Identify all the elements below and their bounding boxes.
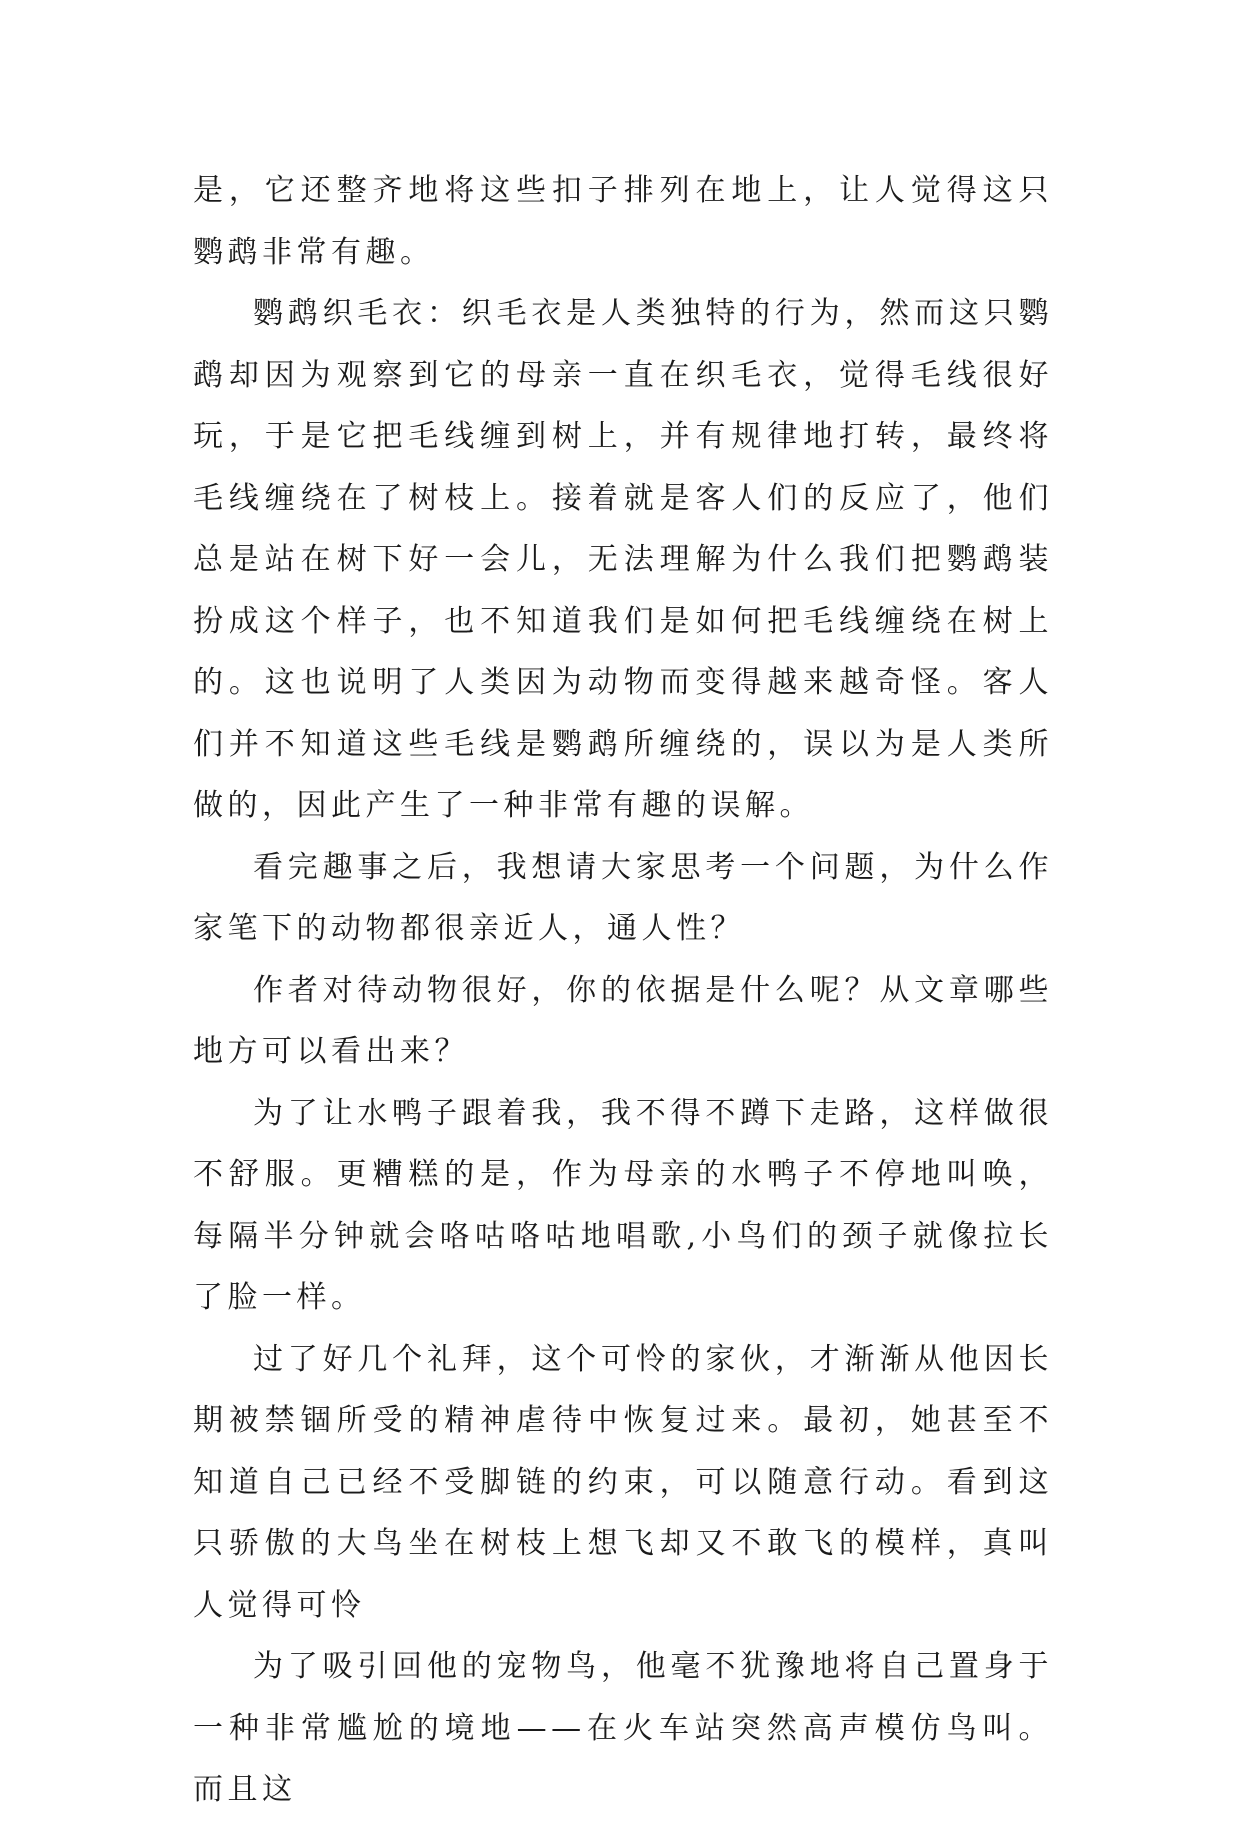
paragraph: 看完趣事之后，我想请大家思考一个问题，为什么作家笔下的动物都很亲近人，通人性？ [193,849,1053,946]
paragraph: 是，它还整齐地将这些扣子排列在地上，让人觉得这只鹦鹉非常有趣。 [193,173,1053,270]
paragraph: 过了好几个礼拜，这个可怜的家伙，才渐渐从他因长期被禁锢所受的精神虐待中恢复过来。最初，她甚至不知道自己已经不受脚链的约束，可以随意行动。看到这只骄傲的大鸟坐在树枝上想飞却又不敢飞的模样，真叫人觉得可怜 [193,1341,1053,1623]
paragraph: 鹦鹉织毛衣：织毛衣是人类独特的行为，然而这只鹦鹉却因为观察到它的母亲一直在织毛衣，觉得毛线很好玩，于是它把毛线缠到树上，并有规律地打转，最终将毛线缠绕在了树枝上。接着就是客人们的反应了，他们总是站在树下好一会儿，无法理解为什么我们把鹦鹉装扮成这个样子，也不知道我们是如何把毛线缠绕在树上的。这也说明了人类因为动物而变得越来越奇怪。客人们并不知道这些毛线是鹦鹉所缠绕的，误以为是人类所做的，因此产生了一种非常有趣的误解。 [193,296,1053,823]
paragraph: 为了吸引回他的宠物鸟，他毫不犹豫地将自己置身于一种非常尴尬的境地——在火车站突然高声模仿鸟叫。而且这 [193,1649,1053,1807]
paragraph: 为了让水鸭子跟着我，我不得不蹲下走路，这样做很不舒服。更糟糕的是，作为母亲的水鸭子不停地叫唤，每隔半分钟就会咯咕咯咕地唱歌,小鸟们的颈子就像拉长了脸一样。 [193,1095,1053,1315]
paragraph: 作者对待动物很好，你的依据是什么呢？从文章哪些地方可以看出来？ [193,972,1053,1069]
document-body [193,160,1053,1821]
